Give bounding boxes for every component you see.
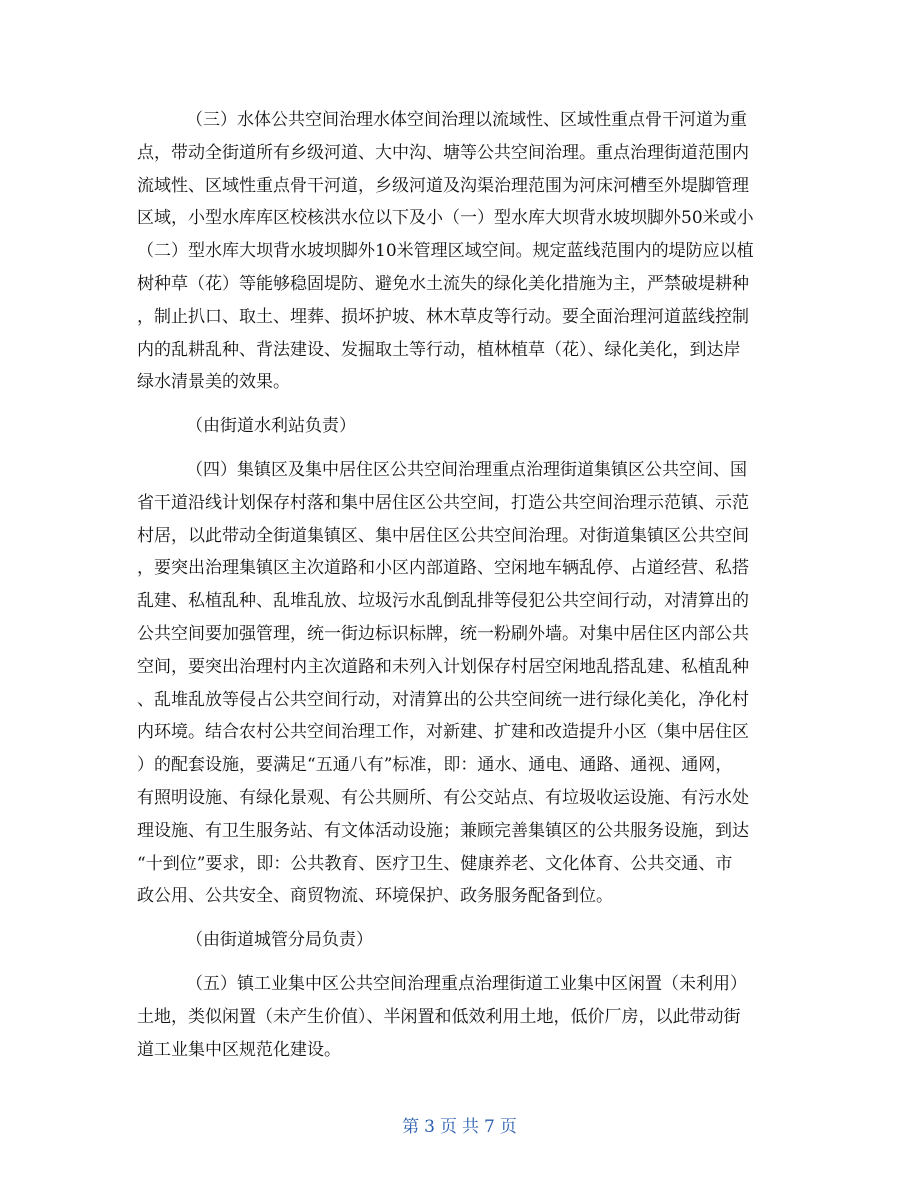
footer-gong: 共 <box>462 1117 480 1137</box>
paragraph-4-line-3: 村居，以此带动全街道集镇区、集中居住区公共空间治理。对街道集镇区公共空间 <box>137 525 749 546</box>
footer-ye-2: 页 <box>499 1117 518 1137</box>
responsibility-note-urban: （由街道城管分局负责） <box>186 930 373 951</box>
paragraph-4-line-1: （四）集镇区及集中居住区公共空间治理重点治理街道集镇区公共空间、国 <box>186 459 747 480</box>
paragraph-4-line-10: ）的配套设施，要满足“五通八有”标准，即：通水、通电、通路、通视、通网， <box>137 755 733 776</box>
paragraph-3-line-9: 绿水清景美的效果。 <box>137 372 290 393</box>
paragraph-5-line-1: （五）镇工业集中区公共空间治理重点治理街道工业集中区闲置（未利用） <box>186 973 747 994</box>
paragraph-3-line-1: （三）水体公共空间治理水体空间治理以流域性、区域性重点骨干河道为重 <box>186 110 747 130</box>
paragraph-3-line-3: 流域性、区域性重点骨干河道，乡级河道及沟渠治理范围为河床河槽至外堤脚管理 <box>137 175 749 196</box>
total-pages-number: 7 <box>484 1117 496 1137</box>
responsibility-note-water: （由街道水利站负责） <box>186 416 356 437</box>
page-footer <box>0 1112 920 1137</box>
paragraph-4-line-7: 空间，要突出治理村内主次道路和未列入计划保存村居空闲地乱搭乱建、私植乱种 <box>137 656 749 677</box>
paragraph-3-line-2: 点，带动全街道所有乡级河道、大中沟、塘等公共空间治理。重点治理街道范围内 <box>137 142 749 163</box>
current-page-number: 3 <box>424 1117 436 1137</box>
document-body <box>137 104 787 1066</box>
paragraph-4-line-2: 省干道沿线计划保存村落和集中居住区公共空间，打造公共空间治理示范镇、示范 <box>137 492 749 513</box>
paragraph-4-line-11: 有照明设施、有绿化景观、有公共厕所、有公交站点、有垃圾收运设施、有污水处 <box>137 787 749 808</box>
paragraph-4-line-14: 政公用、公共安全、商贸物流、环境保护、政务服务配备到位。 <box>137 886 613 907</box>
paragraph-4-line-13: “十到位”要求，即：公共教育、医疗卫生、健康养老、文化体育、公共交通、市 <box>137 853 733 874</box>
paragraph-4-line-9: 内环境。结合农村公共空间治理工作，对新建、扩建和改造提升小区（集中居住区 <box>137 722 749 743</box>
paragraph-4-line-5: 乱建、私植乱种、乱堆乱放、垃圾污水乱倒乱排等侵犯公共空间行动，对清算出的 <box>137 591 749 612</box>
paragraph-3-line-8: 内的乱耕乱种、背法建设、发掘取土等行动，植林植草（花）、绿化美化，到达岸 <box>137 339 741 360</box>
paragraph-4-line-6: 公共空间要加强管理，统一街边标识标牌，统一粉刷外墙。对集中居住区内部公共 <box>137 623 749 644</box>
paragraph-5-line-3: 道工业集中区规范化建设。 <box>137 1039 341 1060</box>
paragraph-4-line-12: 理设施、有卫生服务站、有文体活动设施；兼顾完善集镇区的公共服务设施，到达 <box>137 820 749 841</box>
paragraph-3-line-4: 区域，小型水库库区校核洪水位以下及小（一）型水库大坝背水坡坝脚外50米或小 <box>137 208 754 229</box>
paragraph-5-line-2: 土地，类似闲置（未产生价值）、半闲置和低效利用土地，低价厂房，以此带动街 <box>137 1006 741 1027</box>
paragraph-3-line-6: 树种草（花）等能够稳固堤防、避免水土流失的绿化美化措施为主，严禁破堤耕种 <box>137 273 749 294</box>
paragraph-4-line-4: ，要突出治理集镇区主次道路和小区内部道路、空闲地车辆乱停、占道经营、私搭 <box>137 558 749 579</box>
paragraph-4-line-8: 、乱堆乱放等侵占公共空间行动，对清算出的公共空间统一进行绿化美化，净化村 <box>137 689 749 710</box>
footer-ye: 页 <box>440 1117 458 1137</box>
paragraph-3-line-5: （二）型水库大坝背水坡坝脚外10米管理区域空间。规定蓝线范围内的堤防应以植 <box>137 241 754 262</box>
footer-di: 第 <box>402 1117 421 1137</box>
paragraph-3-line-7: ，制止扒口、取土、埋葬、损坏护坡、林木草皮等行动。要全面治理河道蓝线控制 <box>137 306 749 327</box>
